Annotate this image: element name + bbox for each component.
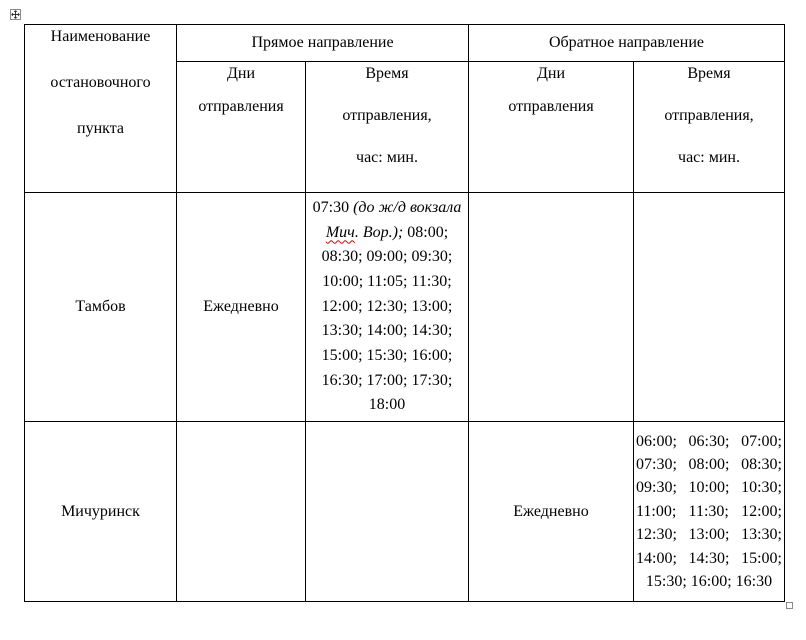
forward-times-cell [306, 193, 469, 422]
departure-times: 08:00; 08:30; 09:00; 09:30; 10:00; 11:05; 11:30; 12:00; 12:30; 13:00; 13:30; 14:00; 14:30; 15:00; 15:30; 16:00; 16:30; 17:00; 17:30; 18:00 [321, 223, 453, 414]
table-row [25, 422, 785, 602]
header-row [25, 25, 785, 62]
forward-direction-header: Прямое направление [177, 25, 469, 62]
first-departure: 07:30 [312, 198, 350, 216]
table-row [25, 193, 785, 422]
time-header-line: Время [687, 65, 731, 82]
backward-days-cell: Ежедневно [469, 422, 634, 602]
days-header-line: Дни [536, 65, 566, 82]
backward-times-cell [634, 193, 785, 422]
time-header-line: час: мин. [356, 149, 418, 166]
stop-name-cell: Тамбов [25, 193, 177, 422]
backward-direction-header: Обратное направление [469, 25, 785, 62]
departure-note: (до ж/д вокзала Мич. Вор.); [325, 198, 462, 241]
forward-days-cell [177, 422, 306, 602]
days-header-line: отправления [508, 98, 594, 115]
days-header-line: отправления [198, 98, 284, 115]
forward-days-cell: Ежедневно [177, 193, 306, 422]
backward-time-header [634, 62, 785, 193]
stop-name-cell: Мичуринск [25, 422, 177, 602]
stop-name-header-line: пункта [77, 120, 124, 137]
table-resize-handle[interactable] [786, 602, 793, 609]
table-move-handle-icon[interactable] [10, 9, 21, 20]
time-header-line: отправления, [664, 107, 754, 124]
stop-name-header-line: Наименование [50, 28, 151, 45]
forward-days-header [177, 62, 306, 193]
time-header-line: час: мин. [678, 149, 740, 166]
backward-days-header [469, 62, 634, 193]
stop-name-header [25, 25, 177, 193]
backward-days-cell [469, 193, 634, 422]
spellcheck-word: Мич [325, 223, 355, 241]
days-header-line: Дни [226, 65, 256, 82]
schedule-table [24, 24, 785, 602]
backward-times-cell: 06:00; 06:30; 07:00; 07:30; 08:00; 08:30; 09:30; 10:00; 10:30; 11:00; 11:30; 12:00; 12:30; 13:00; 13:30; 14:00; 14:30; 15:00; 15:30; 16:00; 16:30 [634, 422, 785, 602]
forward-times-cell [306, 422, 469, 602]
stop-name-header-line: остановочного [50, 74, 151, 91]
time-header-line: Время [365, 65, 409, 82]
forward-time-header [306, 62, 469, 193]
time-header-line: отправления, [342, 107, 432, 124]
